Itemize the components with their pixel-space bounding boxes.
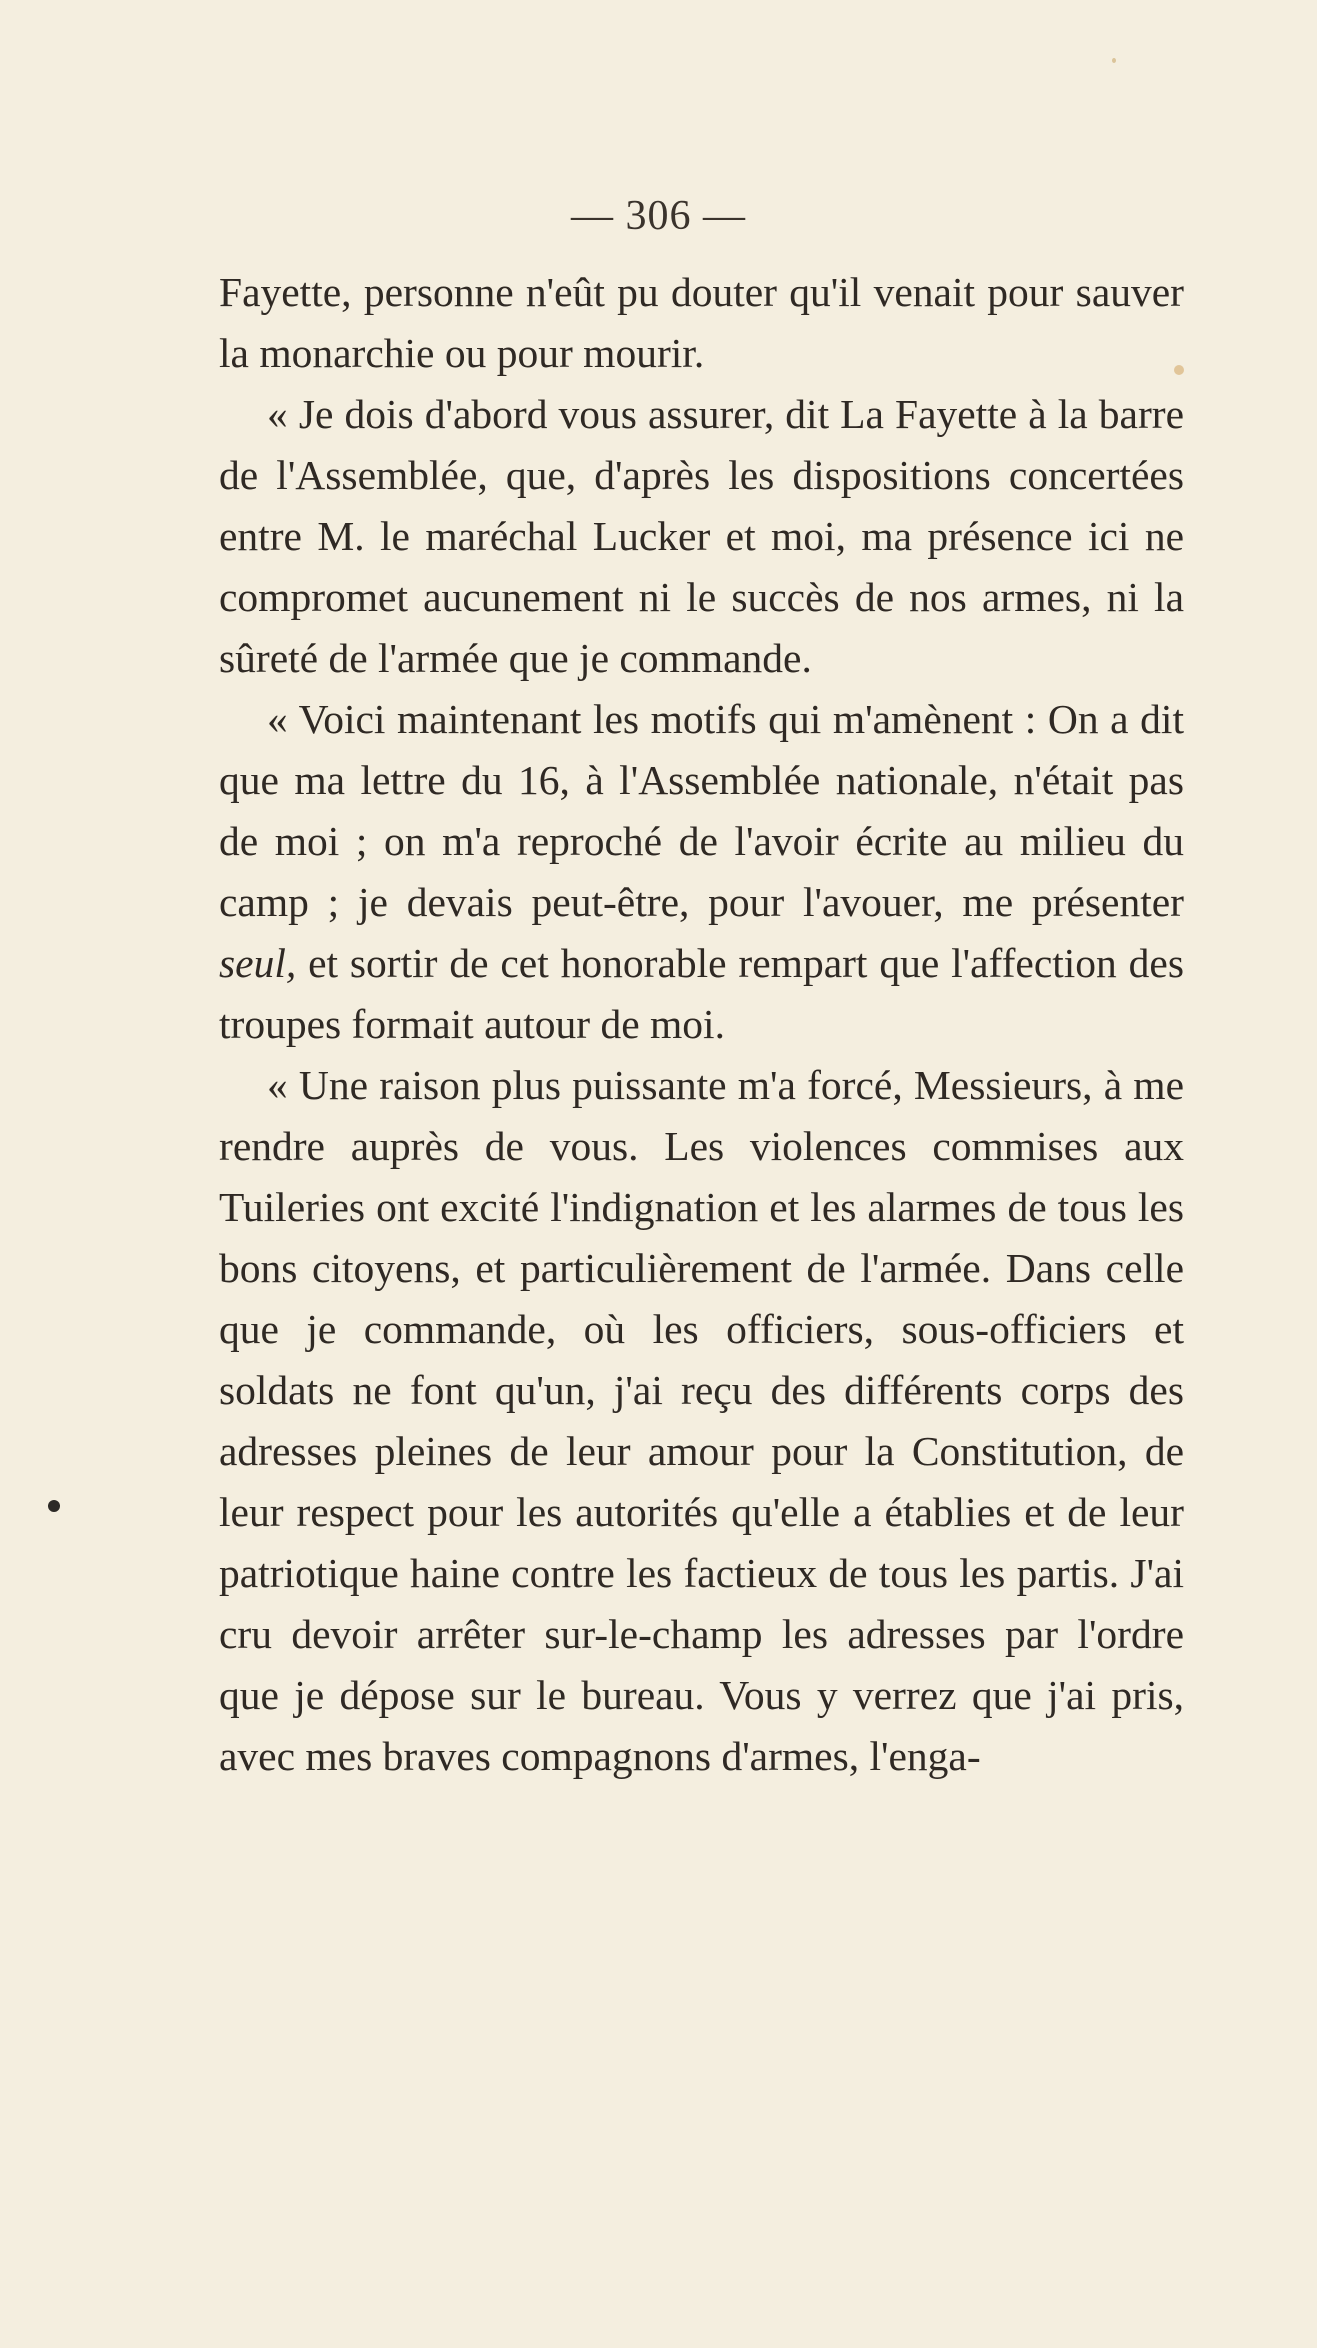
page-body-text xyxy=(219,262,1184,1787)
paragraph xyxy=(219,262,1184,384)
ink-speck xyxy=(48,1500,60,1512)
text-segment: Fayette, personne n'eût pu douter qu'il venait pour sauver la monarchie ou pour mourir. xyxy=(219,269,1184,376)
text-segment: « Une raison plus puissante m'a forcé, Messieurs, à me rendre auprès de vous. Les violences commises aux Tuileries ont excité l'indignation et les alarmes de tous les bons citoyens, et particulièrement de l'armée. Dans celle que je commande, où les officiers, sous-officiers et soldats ne font qu'un, j'ai reçu des différents corps des adresses pleines de leur amour pour la Constitution, de leur respect pour les autorités qu'elle a établies et de leur patriotique haine contre les factieux de tous les partis. J'ai cru devoir arrêter sur-le-champ les adresses par l'ordre que je dépose sur le bureau. Vous y verrez que j'ai pris, avec mes braves compagnons d'armes, l'enga- xyxy=(219,1062,1184,1779)
page-number: — 306 — xyxy=(571,193,746,239)
text-segment: et sortir de cet honorable rempart que l'affection des troupes formait autour de moi. xyxy=(219,940,1184,1047)
text-segment: « Je dois d'abord vous assurer, dit La Fayette à la barre de l'Assemblée, que, d'après les dispositions concertées entre M. le maréchal Lucker et moi, ma présence ici ne compromet aucunement ni le succès de nos armes, ni la sûreté de l'armée que je commande. xyxy=(219,391,1184,681)
paragraph xyxy=(219,689,1184,1055)
text-segment: « Voici maintenant les motifs qui m'amènent : On a dit que ma lettre du 16, à l'Assemblée nationale, n'était pas de moi ; on m'a reproché de l'avoir écrite au milieu du camp ; je devais peut-être, pour l'avouer, me présenter xyxy=(219,696,1184,925)
foxing-spot xyxy=(1112,58,1116,63)
paragraph xyxy=(219,384,1184,689)
italic-word: seul, xyxy=(219,940,297,986)
paragraph xyxy=(219,1055,1184,1787)
foxing-spot xyxy=(1174,365,1184,375)
